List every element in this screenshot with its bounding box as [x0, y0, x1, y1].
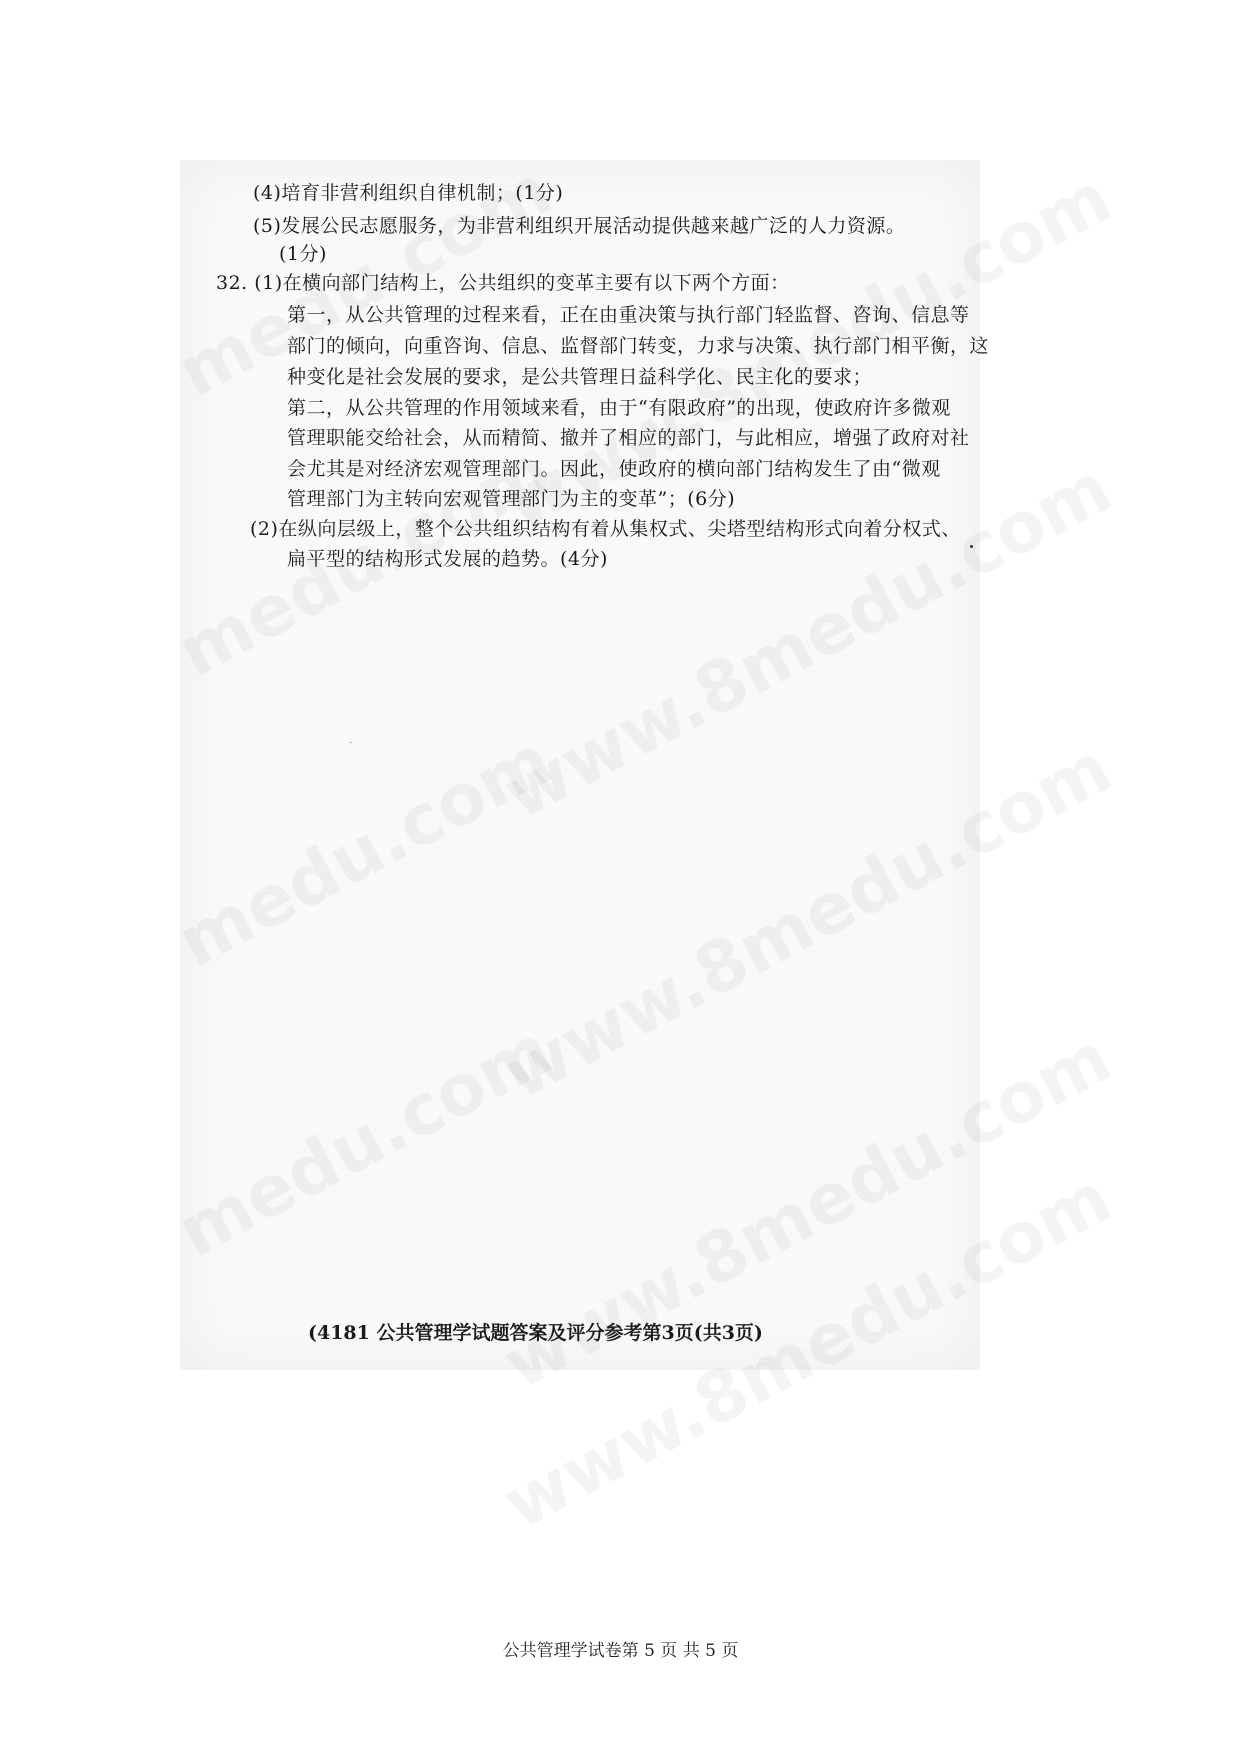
answer-line: 管理部门为主转向宏观管理部门为主的变革”；(6分): [287, 488, 736, 510]
answer-line: 会尤其是对经济宏观管理部门。因此，使政府的横向部门结构发生了由“微观: [287, 458, 941, 480]
answer-line-5: (5)发展公民志愿服务，为非营利组织开展活动提供越来越广泛的人力资源。: [253, 215, 906, 237]
answer-line: 部门的倾向，向重咨询、信息、监督部门转变，力求与决策、执行部门相平衡，这: [287, 335, 990, 357]
page-number-footer: 公共管理学试卷第 5 页 共 5 页: [502, 1641, 739, 1661]
answer-line: 第二，从公共管理的作用领域来看，由于“有限政府”的出现，使政府许多微观: [287, 397, 951, 419]
answer-line: 种变化是社会发展的要求，是公共管理日益科学化、民主化的要求；: [287, 366, 873, 388]
watermark-text: [165, 719, 565, 984]
scan-speck: [970, 545, 973, 548]
question-32-part-2: (2)在纵向层级上，整个公共组织结构有着从集权式、尖塔型结构形式向着分权式、: [250, 518, 961, 540]
answer-line: 第一，从公共管理的过程来看，正在由重决策与执行部门轻监督、咨询、信息等: [287, 304, 970, 326]
scan-page-footer: (4181 公共管理学试题答案及评分参考第3页(共3页): [308, 1322, 763, 1344]
answer-line: 扁平型的结构形式发展的趋势。(4分): [287, 548, 608, 570]
watermark-text: [165, 1009, 565, 1274]
scan-speck: [350, 742, 352, 743]
question-32-part-1: 32. (1)在横向部门结构上，公共组织的变革主要有以下两个方面：: [216, 272, 790, 294]
answer-line-4: (4)培育非营利组织自律机制；(1分): [253, 182, 564, 204]
answer-line: 管理职能交给社会，从而精简、撤并了相应的部门，与此相应，增强了政府对社: [287, 427, 970, 449]
answer-line-5-score: (1分): [279, 243, 327, 265]
